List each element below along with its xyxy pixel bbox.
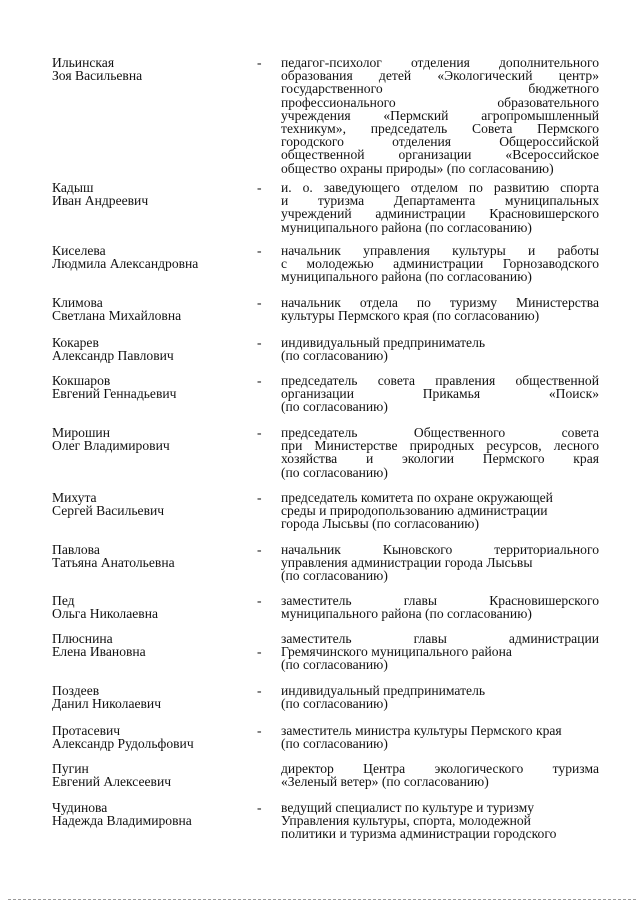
member-position [281,296,599,322]
position-line: «Зеленый ветер» (по согласованию) [281,774,489,790]
member-surname: Пед [52,593,75,608]
position-line: ведущий специалист по культуре и туризму [281,800,535,815]
separator-dash: - [257,55,262,70]
member-name [52,56,252,82]
member-name [52,594,252,620]
member-name [52,724,252,750]
member-position [281,336,599,362]
member-surname: Михута [52,490,97,505]
separator-dash: - [257,425,262,440]
position-line: заместитель министра культуры Пермского края [281,723,562,738]
position-line: культуры Пермского края (по согласованию) [281,308,540,324]
member-position [281,684,599,710]
member-position [281,244,599,284]
position-line: среды и природопользованию администрации [281,503,548,519]
member-name [52,684,252,710]
member-name [52,632,252,658]
member-given-names: Олег Владимирович [52,438,170,454]
position-line: техникум», председатель Совета Пермского [281,120,599,136]
member-name [52,543,252,569]
position-line: учреждения «Пермский агропромышленный [281,107,599,123]
separator-dash: - [257,335,262,350]
separator-dash: - [257,295,262,310]
position-line: (по согласованию) [281,568,388,584]
member-position [281,762,599,788]
position-line: (по согласованию) [281,657,388,673]
member-position [281,374,599,414]
position-line: индивидуальный предприниматель [281,335,486,350]
position-line: профессионального образовательного [281,94,599,110]
member-surname: Кадыш [52,180,94,195]
position-line: муниципального района (по согласованию) [281,606,532,622]
member-given-names: Евгений Алексеевич [52,774,172,790]
member-position [281,632,599,672]
position-line: директор Центра экологического туризма [281,761,599,776]
position-line: хозяйства и экологии Пермского края [281,451,599,467]
member-given-names: Людмила Александровна [52,256,199,272]
member-surname: Плюснина [52,631,113,646]
member-given-names: Александр Павлович [52,348,174,364]
member-given-names: Татьяна Анатольевна [52,555,175,571]
member-surname: Пугин [52,761,89,776]
member-given-names: Иван Андреевич [52,193,149,209]
member-name [52,336,252,362]
position-line: с молодежью администрации Горнозаводского [281,256,599,272]
member-given-names: Евгений Геннадьевич [52,386,177,402]
separator-dash: - [257,373,262,388]
position-line: учреждений администрации Красновишерского [281,206,599,222]
separator-dash: - [257,180,262,195]
member-name [52,801,252,827]
member-surname: Поздеев [52,683,100,698]
member-surname: Павлова [52,542,100,557]
position-line: заместитель главы администрации [281,631,599,646]
separator-dash: - [257,644,262,659]
member-position [281,543,599,583]
position-line: (по согласованию) [281,348,388,364]
separator-dash: - [257,683,262,698]
position-line: (по согласованию) [281,736,388,752]
member-position [281,801,599,841]
position-line: педагог-психолог отделения дополнительного [281,55,599,70]
position-line: Гремячинского муниципального района [281,644,512,660]
member-given-names: Надежда Владимировна [52,813,192,829]
position-line: муниципального района (по согласованию) [281,269,532,285]
position-line: общественной организации «Всероссийское [281,147,599,163]
member-position [281,56,599,175]
position-line: Управления культуры, спорта, молодежной [281,813,531,829]
member-name [52,491,252,517]
member-given-names: Данил Николаевич [52,696,162,712]
member-name [52,244,252,270]
position-line: заместитель главы Красновишерского [281,593,599,608]
separator-dash: - [257,800,262,815]
separator-dash: - [257,723,262,738]
member-surname: Климова [52,295,103,310]
position-line: (по согласованию) [281,696,388,712]
page-bottom-divider [8,899,636,900]
position-line: и туризма Департамента муниципальных [281,193,599,209]
position-line: образования детей «Экологический центр» [281,68,599,84]
position-line: председатель Общественного совета [281,425,599,440]
position-line: политики и туризма администрации городского [281,826,557,842]
member-position [281,491,599,531]
position-line: начальник отдела по туризму Министерства [281,295,599,310]
member-name [52,426,252,452]
member-given-names: Ольга Николаевна [52,606,159,622]
member-surname: Ильинская [52,55,115,70]
position-line: председатель совета правления общественной [281,373,599,388]
position-line: города Лысьвы (по согласованию) [281,516,479,532]
position-line: при Министерстве природных ресурсов, лесного [281,438,599,454]
position-line: (по согласованию) [281,399,388,415]
member-given-names: Сергей Васильевич [52,503,165,519]
position-line: индивидуальный предприниматель [281,683,486,698]
member-surname: Протасевич [52,723,121,738]
member-position [281,594,599,620]
member-surname: Мирошин [52,425,110,440]
separator-dash: - [257,593,262,608]
separator-dash: - [257,243,262,258]
position-line: и. о. заведующего отделом по развитию спорта [281,180,599,195]
member-name [52,296,252,322]
position-line: (по согласованию) [281,464,388,480]
member-surname: Кокшаров [52,373,111,388]
member-position [281,181,599,234]
position-line: общество охраны природы» (по согласованию) [281,160,554,176]
member-surname: Киселева [52,243,106,258]
separator-dash: - [257,542,262,557]
member-given-names: Зоя Васильевна [52,68,143,84]
position-line: управления администрации города Лысьвы [281,555,533,571]
separator-dash: - [257,490,262,505]
position-line: государственного бюджетного [281,81,599,97]
position-line: городского отделения Общероссийской [281,134,599,150]
member-given-names: Александр Рудольфович [52,736,194,752]
position-line: муниципального района (по согласованию) [281,219,532,235]
member-surname: Чудинова [52,800,108,815]
position-line: начальник Кыновского территориального [281,542,599,557]
member-surname: Кокарев [52,335,99,350]
member-name [52,762,252,788]
position-line: председатель комитета по охране окружающей [281,490,553,505]
member-name [52,374,252,400]
member-given-names: Светлана Михайловна [52,308,182,324]
member-position [281,426,599,479]
member-given-names: Елена Ивановна [52,644,146,660]
position-line: организации Прикамья «Поиск» [281,386,599,402]
position-line: начальник управления культуры и работы [281,243,599,258]
member-name [52,181,252,207]
member-position [281,724,599,750]
